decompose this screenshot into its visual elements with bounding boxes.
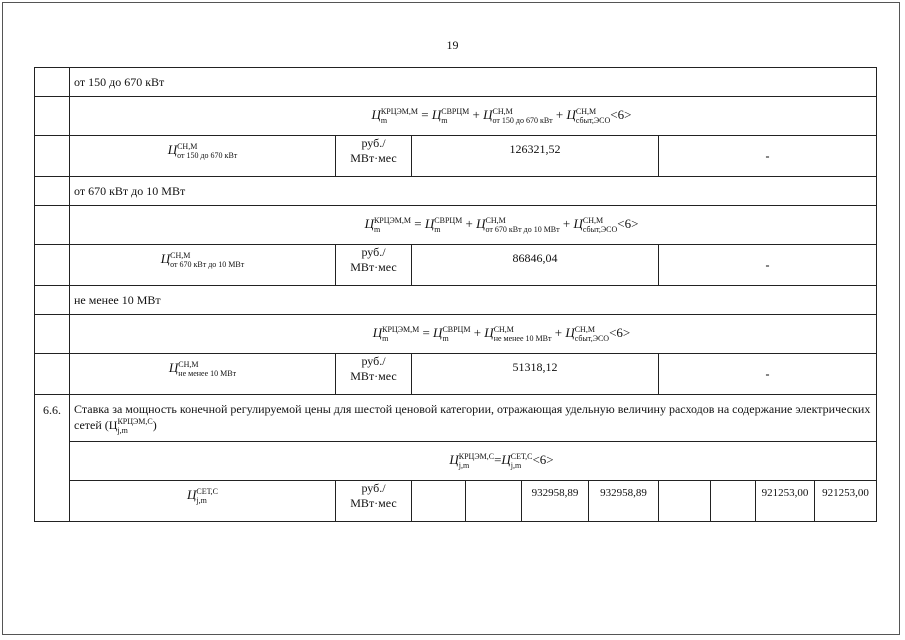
unit-line-2: МВт·мес bbox=[350, 369, 397, 383]
symbol-superscript: СЕТ,С bbox=[196, 487, 219, 497]
symbol-indices bbox=[576, 107, 610, 125]
value-cell bbox=[659, 481, 711, 522]
symbol-cell bbox=[70, 136, 336, 177]
symbol-ts: Ц bbox=[431, 106, 442, 122]
symbol-ts: Ц bbox=[565, 324, 575, 340]
section-label-row bbox=[35, 177, 877, 206]
section-label: не менее 10 МВт bbox=[70, 286, 877, 315]
row-symbol bbox=[160, 251, 245, 270]
value-cell: 921253,00 bbox=[756, 481, 815, 522]
left-margin-cell bbox=[35, 177, 70, 206]
value-cell: 932958,89 bbox=[522, 481, 589, 522]
value-row bbox=[35, 136, 877, 177]
equals-sign: = bbox=[418, 106, 432, 122]
formula-term-3 bbox=[565, 324, 610, 343]
symbol-indices bbox=[434, 216, 462, 234]
formula-cell bbox=[70, 315, 877, 354]
item-description bbox=[70, 395, 877, 442]
symbol-indices bbox=[382, 325, 419, 343]
plus-sign: + bbox=[559, 215, 574, 231]
unit-line-2: МВт·мес bbox=[350, 151, 397, 165]
symbol-ts: Ц bbox=[364, 215, 374, 231]
dash-cell: - bbox=[659, 354, 877, 395]
symbol-indices bbox=[374, 216, 411, 234]
item-66-value-row bbox=[35, 481, 877, 522]
symbol-subscript: не менее 10 МВт bbox=[178, 369, 237, 379]
value-cell bbox=[466, 481, 522, 522]
symbol-subscript: сбыт,ЭСО bbox=[582, 225, 618, 234]
symbol-subscript: j,m bbox=[458, 461, 470, 471]
symbol-superscript: КРЦЭМ,М bbox=[382, 325, 420, 334]
symbol-indices bbox=[494, 325, 552, 343]
value-cell: 921253,00 bbox=[815, 481, 877, 522]
left-margin-cell bbox=[35, 206, 70, 245]
symbol-superscript: СВРЦМ bbox=[442, 325, 471, 334]
symbol-indices bbox=[441, 107, 469, 125]
left-margin-cell bbox=[35, 354, 70, 395]
symbol-cell bbox=[70, 354, 336, 395]
section-label: от 150 до 670 кВт bbox=[70, 68, 877, 97]
symbol-ts: Ц bbox=[433, 324, 443, 340]
formula-row bbox=[35, 315, 877, 354]
symbol-subscript: от 150 до 670 кВт bbox=[177, 151, 238, 161]
value-cell: 932958,89 bbox=[589, 481, 659, 522]
symbol-superscript: СН,М bbox=[485, 216, 506, 225]
equals-sign: = bbox=[411, 215, 425, 231]
plus-sign: + bbox=[462, 215, 477, 231]
page-number: 19 bbox=[446, 38, 459, 52]
formula-note: <6> bbox=[610, 106, 632, 122]
formula-note: <6> bbox=[532, 452, 554, 468]
row-symbol bbox=[167, 142, 238, 161]
formula-row bbox=[35, 97, 877, 136]
symbol-superscript: СВРЦМ bbox=[441, 107, 470, 116]
formula-term-1 bbox=[431, 106, 470, 125]
symbol-cell bbox=[70, 481, 336, 522]
row-symbol bbox=[168, 360, 237, 379]
left-margin-cell bbox=[35, 136, 70, 177]
symbol-superscript: КРЦЭМ,С bbox=[117, 417, 153, 427]
unit-cell bbox=[336, 481, 412, 522]
symbol-superscript: СЕТ,С bbox=[510, 452, 533, 462]
symbol-subscript: m bbox=[442, 334, 449, 343]
section-label-row bbox=[35, 68, 877, 97]
symbol-ts: Ц bbox=[160, 251, 171, 266]
symbol-indices bbox=[575, 325, 609, 343]
symbol-subscript: m bbox=[441, 116, 448, 125]
symbol-ts: Ц bbox=[372, 324, 383, 340]
formula-term-2 bbox=[483, 106, 553, 125]
unit-line-1: руб./ bbox=[361, 136, 386, 150]
symbol-ts: Ц bbox=[167, 142, 178, 157]
formula-cell bbox=[70, 97, 877, 136]
symbol-superscript: СН,М bbox=[170, 251, 191, 261]
unit-line-2: МВт·мес bbox=[350, 260, 397, 274]
symbol-ts: Ц bbox=[476, 215, 486, 231]
formula-term-1 bbox=[433, 324, 471, 343]
value-cell: 86846,04 bbox=[412, 245, 659, 286]
symbol-subscript: m bbox=[382, 334, 389, 343]
symbol-ts: Ц bbox=[484, 324, 494, 340]
plus-sign: + bbox=[552, 106, 567, 122]
unit-line-1: руб./ bbox=[361, 245, 386, 259]
tariff-body bbox=[35, 68, 877, 522]
formula-term-2 bbox=[476, 215, 560, 234]
symbol-indices bbox=[381, 107, 418, 125]
formula-lhs bbox=[371, 106, 418, 125]
formula-row bbox=[35, 206, 877, 245]
symbol-superscript: КРЦЭМ,М bbox=[380, 107, 418, 116]
formula-term-1 bbox=[424, 215, 463, 234]
symbol-ts: Ц bbox=[424, 215, 435, 231]
symbol-subscript: сбыт,ЭСО bbox=[575, 116, 611, 125]
symbol-indices bbox=[170, 251, 244, 269]
value-cell bbox=[711, 481, 756, 522]
symbol-superscript: КРЦЭМ,С bbox=[458, 452, 495, 462]
symbol-cell bbox=[70, 245, 336, 286]
symbol-subscript: j,m bbox=[510, 461, 522, 471]
symbol-ts: Ц bbox=[371, 106, 381, 122]
symbol-indices bbox=[583, 216, 617, 234]
symbol-superscript: СН,М bbox=[582, 216, 604, 225]
description-text: Ставка за мощность конечной регулируемой цены для шестой ценовой категории, отражающая удельную величину расходов на содержание электрических сетей (Ц bbox=[74, 402, 871, 432]
unit-cell bbox=[336, 136, 412, 177]
left-margin-cell bbox=[35, 286, 70, 315]
section-label-row bbox=[35, 286, 877, 315]
value-cell: 126321,52 bbox=[412, 136, 659, 177]
formula-term-2 bbox=[484, 324, 552, 343]
symbol-ts: Ц bbox=[483, 106, 493, 122]
formula-lhs bbox=[364, 215, 412, 234]
dash-cell: - bbox=[659, 136, 877, 177]
symbol-superscript: СН,М bbox=[178, 360, 199, 370]
left-margin-cell bbox=[35, 245, 70, 286]
symbol-subscript: от 670 кВт до 10 МВт bbox=[170, 260, 245, 270]
unit-line-1: руб./ bbox=[361, 481, 386, 496]
item-number: 6.6. bbox=[35, 395, 70, 522]
symbol-subscript: m bbox=[380, 116, 388, 125]
symbol-ts: Ц bbox=[186, 487, 197, 503]
symbol-indices bbox=[196, 487, 218, 505]
formula-cell bbox=[70, 442, 877, 481]
formula-note: <6> bbox=[617, 215, 639, 231]
row-symbol bbox=[186, 487, 219, 506]
symbol-indices bbox=[511, 452, 533, 470]
value-cell: 51318,12 bbox=[412, 354, 659, 395]
symbol-superscript: СВРЦМ bbox=[434, 216, 463, 225]
section-label: от 670 кВт до 10 МВт bbox=[70, 177, 877, 206]
symbol-superscript: КРЦЭМ,М bbox=[373, 216, 412, 225]
plus-sign: + bbox=[469, 106, 484, 122]
description-close: ) bbox=[152, 418, 157, 432]
value-row bbox=[35, 245, 877, 286]
equals-sign: = bbox=[494, 452, 502, 468]
symbol-subscript: от 670 кВт до 10 МВт bbox=[485, 225, 560, 234]
description-symbol-indices bbox=[117, 417, 152, 435]
unit-cell bbox=[336, 354, 412, 395]
formula-lhs bbox=[372, 324, 420, 343]
formula-rhs bbox=[501, 452, 533, 471]
tariff-table bbox=[34, 67, 877, 522]
symbol-indices bbox=[492, 107, 552, 125]
symbol-superscript: СН,М bbox=[492, 107, 513, 116]
item-66-description-row bbox=[35, 395, 877, 442]
unit-line-2: МВт·мес bbox=[350, 496, 397, 511]
formula-note: <6> bbox=[609, 324, 631, 340]
left-margin-cell bbox=[35, 315, 70, 354]
symbol-indices bbox=[459, 452, 494, 470]
symbol-subscript: не менее 10 МВт bbox=[493, 334, 552, 343]
symbol-superscript: СН,М bbox=[575, 107, 597, 116]
left-margin-cell bbox=[35, 97, 70, 136]
symbol-indices bbox=[442, 325, 470, 343]
symbol-superscript: СН,М bbox=[493, 325, 514, 334]
formula-term-3 bbox=[566, 106, 611, 125]
unit-line-1: руб./ bbox=[361, 354, 386, 368]
symbol-subscript: j,m bbox=[196, 496, 207, 506]
symbol-ts: Ц bbox=[168, 360, 179, 375]
formula-lhs bbox=[449, 452, 495, 471]
symbol-ts: Ц bbox=[573, 215, 583, 231]
symbol-superscript: СН,М bbox=[177, 142, 198, 152]
symbol-subscript: m bbox=[373, 225, 381, 234]
symbol-superscript: СН,М bbox=[574, 325, 595, 334]
symbol-subscript: сбыт,ЭСО bbox=[574, 334, 610, 343]
item-66-formula-row bbox=[35, 442, 877, 481]
symbol-subscript: m bbox=[434, 225, 441, 234]
plus-sign: + bbox=[470, 324, 485, 340]
formula-term-3 bbox=[573, 215, 618, 234]
symbol-indices bbox=[486, 216, 560, 234]
value-row bbox=[35, 354, 877, 395]
symbol-indices bbox=[177, 142, 237, 160]
plus-sign: + bbox=[551, 324, 566, 340]
dash-cell: - bbox=[659, 245, 877, 286]
symbol-indices bbox=[178, 360, 236, 378]
unit-cell bbox=[336, 245, 412, 286]
symbol-subscript: от 150 до 670 кВт bbox=[492, 116, 553, 125]
symbol-ts: Ц bbox=[566, 106, 576, 122]
left-margin-cell bbox=[35, 68, 70, 97]
equals-sign: = bbox=[419, 324, 434, 340]
formula-cell bbox=[70, 206, 877, 245]
symbol-ts: Ц bbox=[501, 452, 511, 468]
value-cell bbox=[412, 481, 466, 522]
symbol-ts: Ц bbox=[449, 452, 459, 468]
symbol-subscript: j,m bbox=[117, 426, 128, 436]
